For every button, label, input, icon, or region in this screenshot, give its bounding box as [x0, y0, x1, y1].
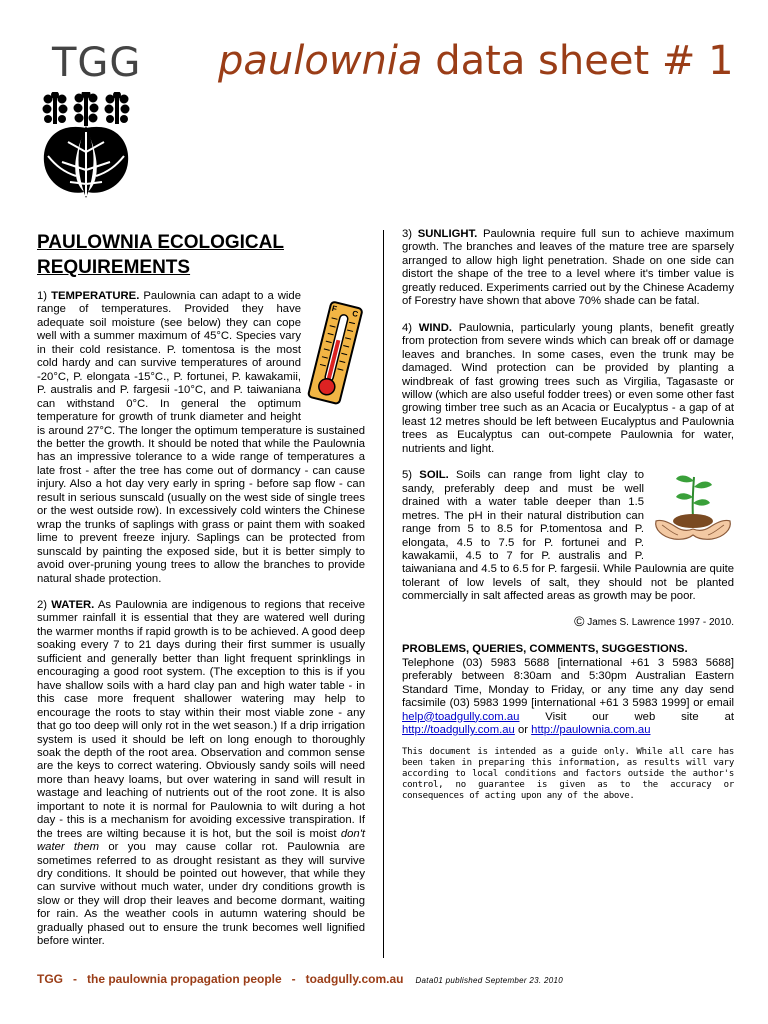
footer	[37, 972, 737, 986]
thermometer-f-label: F	[330, 303, 338, 314]
water-label: WATER.	[51, 598, 95, 611]
sunlight-number: 3)	[402, 228, 418, 240]
footer-site: toadgully.com.au	[305, 972, 404, 986]
footer-sep-1: -	[73, 972, 77, 986]
water-text-b: or you may cause collar rot. Paulownia are sometimes referred to as drought resistant as they will survive dry conditions. It should be pointed out however, that while they can survive without much water, under dry conditions growth is slow or they will drop their leaves and become dormant, waiting for rain. As the weather cools in autumn watering should be gradually phased out to ensure the trunk becomes well lignified before winter.	[37, 841, 365, 948]
contact-heading: PROBLEMS, QUERIES, COMMENTS, SUGGESTIONS.	[402, 643, 688, 656]
temperature-paragraph	[37, 290, 365, 586]
temperature-text: Paulownia can adapt to a wide range of temperatures. Provided they have adequate soil moisture (see below) they can cope well with a summer maximum of 45°C. Species vary in their cold resistance. P. tomentosa is the most cold hardy and can survive temperatures of around -20°C, P. elongata -15°C., P. fortunei, P. kawakamii, P. australis and P. fargesii -10°C, and P. taiwaniana can withstand 0°C. In general the optimum temperature for growth of trunk diameter and height is around 27°C. The longer the optimum temperature is sustained the better the growth. It should be noted that while the Paulownia has an impressive tolerance to a wide range of temperatures a late frost - after the tree has come out of dormancy - can cause injury. Also a hot day very early in spring - before sap flow - can result in serious sunscald (usually on the west side of single trees or the west outside row). In excessively cold winters the Chinese wrap the trunks of saplings with grass or paint them with soaked lime to prevent freeze injury. Saplings can be protected from sunscald by painting the exposed side, but it is better simply to avoid over-pruning young trees to allow the branches to provide natural shade protection.	[37, 290, 365, 585]
paulownia-link[interactable]: http://paulownia.com.au	[531, 723, 651, 736]
wind-label: WIND.	[418, 321, 453, 334]
contact-text-a: Telephone (03) 5983 5688 [international +61 3 5983 5688] preferably between 8:30am and 5:30pm Australian Eastern Standard Time, Monday to Friday, or any time any day send facsimile (03) 5983 1999 [international +61 3 5983 1999] or email	[402, 656, 734, 710]
thermometer-c-label: C	[351, 308, 360, 320]
soil-label: SOIL.	[419, 469, 449, 482]
seedling-hands-icon	[652, 469, 734, 547]
copyright-symbol: ©	[574, 612, 585, 629]
wind-paragraph	[402, 322, 734, 457]
right-column	[402, 228, 734, 802]
wind-text: Paulownia, particularly young plants, benefit greatly from protection from severe winds which can break off or damage leaves and branches. In some cases, even the trunk may be damaged. Wind protection can be provided by planting a windbreak of fast growing trees such as Virgilia, Tagasaste or willow (which are also useful fodder trees) or even some other fast growing timber tree such as an Acacia or Eucalyptus - a gap of at least 12 metres should be left between Eucalyptus and Paulownia trees as Eucalyptus can out-compete Paulownia for water, nutrients and light.	[402, 321, 734, 455]
footer-brand: TGG	[37, 972, 63, 986]
title-rest: data sheet # 1	[422, 38, 734, 84]
heading-line-2: REQUIREMENTS	[37, 257, 191, 278]
temperature-label: TEMPERATURE.	[51, 290, 140, 302]
footer-sep-2: -	[291, 972, 296, 986]
contact-text-b: Visit our web site at	[519, 710, 734, 723]
column-divider	[383, 230, 384, 958]
soil-paragraph	[402, 469, 734, 604]
contact-paragraph	[402, 657, 734, 738]
temperature-number: 1)	[37, 290, 52, 302]
water-number: 2)	[37, 598, 52, 611]
left-column	[37, 226, 365, 962]
thermometer-icon	[307, 300, 365, 408]
copyright-line	[402, 612, 734, 629]
tgg-logo: TGG	[52, 40, 142, 86]
copyright-text: James S. Lawrence 1997 - 2010.	[584, 616, 734, 628]
footer-tagline: the paulownia propagation people	[87, 972, 282, 986]
soil-number: 5)	[402, 469, 420, 482]
wind-number: 4)	[402, 321, 419, 334]
water-paragraph	[37, 599, 365, 949]
water-emphasis: don't water them	[37, 827, 365, 854]
email-link[interactable]: help@toadgully.com.au	[402, 710, 520, 723]
soil-text: Soils can range from light clay to sandy, preferably deep and must be well drained with a water table deeper than 1.5 metres. The pH in their natural distribution can range from 5 to 8.5 for P.tomentosa and P. elongata, 4.5 to 7.5 for P. fortunei and P. kawakamii, 4.5 to 7 for P. australis and P. taiwaniana and 4.5 to 6.5 for P. fargesii. While Paulownia are quite tolerant of low levels of salt, they should not be planted commercially in salt affected areas as growth may be poor.	[402, 469, 734, 603]
footer-published: Data01 published September 23. 2010	[415, 976, 563, 985]
title-italic: paulownia	[218, 38, 423, 84]
paulownia-crest-icon	[38, 92, 134, 202]
sunlight-label: SUNLIGHT.	[417, 228, 478, 240]
article-heading	[37, 230, 365, 280]
water-text-a: As Paulownia are indigenous to regions that receive summer rainfall it is essential that they are watered well during the warmer months if rapid growth is to be achieved. A good deep soaking every 7 to 21 days during their first summer is usually sufficient and generally better than light frequent sprinklings in encouraging a good root system. (The exception to this is if you have shallow soils with a hard clay pan and high water table - in this case more frequent shallower watering may help to encourage the roots to stay within their most viable zone - any that go too deep will only rot in the wet season.) If a drip irrigation system is used it should be left on long enough to thoroughly soak the depth of the root area. Observation and common sense are the keys to correct watering. Obviously sandy soils will need more than heavy loams, but over watering in sand will result in wastage and leaching of nutrients out of the root zone. It is also important to note it is normal for Paulownia to wilt during a hot day - this is a mechanism for avoiding excessive transpiration. If the trees are wilting because it is hot, but the soil is moist	[37, 598, 365, 840]
sunlight-text: Paulownia require full sun to achieve maximum growth. The branches and leaves of the mature tree are sparsely arranged to allow high light penetration. Shade on one side can distort the shape of the tree to a level where it's timber value is greatly reduced. Experiments carried out by the Chinese Academy of Forestry have shown that above 70% shade can be fatal.	[402, 228, 735, 308]
heading-line-1: PAULOWNIA ECOLOGICAL	[37, 232, 284, 253]
page-title	[218, 38, 734, 84]
sunlight-paragraph	[402, 228, 734, 309]
toadgully-link[interactable]: http://toadgully.com.au	[402, 723, 515, 736]
contact-text-c: or	[514, 723, 532, 736]
disclaimer: This document is intended as a guide only. While all care has been taken in preparing this information, as results will vary according to local conditions and factors outside the author's control, no guarantee is given as to the accuracy or consequences of acting upon any of the above.	[402, 747, 734, 802]
